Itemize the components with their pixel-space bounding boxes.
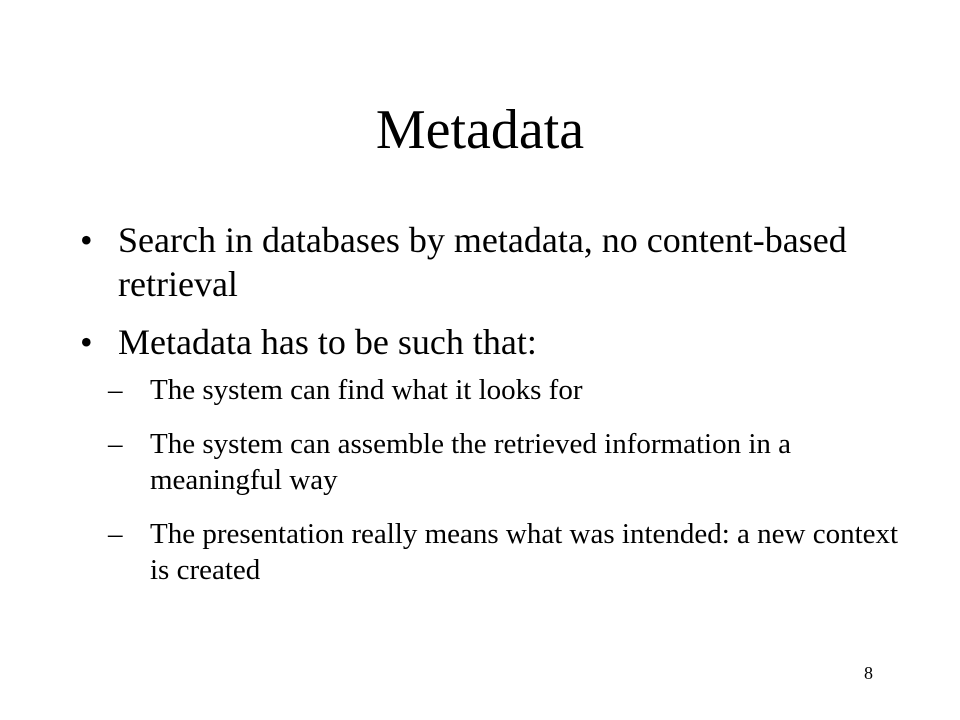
page-number: 8 <box>864 663 873 683</box>
sub-bullet-item <box>108 516 900 588</box>
sub-bullet-item <box>108 426 900 498</box>
bullet-list <box>80 218 900 606</box>
bullet-marker: • <box>80 220 93 260</box>
dash-marker: – <box>108 374 123 406</box>
sub-bullet-list <box>108 372 900 588</box>
bullet-text: Metadata has to be such that: <box>118 322 537 362</box>
sub-bullet-text: The system can assemble the retrieved information in a meaningful way <box>150 428 792 496</box>
dash-marker: – <box>108 518 123 550</box>
slide-title: Metadata <box>375 99 585 161</box>
bullet-marker: • <box>80 322 93 362</box>
bullet-text: Search in databases by metadata, no content-based retrieval <box>118 220 847 304</box>
sub-bullet-text: The presentation really means what was intended: a new context is created <box>150 518 899 586</box>
bullet-item <box>80 320 900 588</box>
bullet-item <box>80 218 900 306</box>
sub-bullet-text: The system can find what it looks for <box>150 374 583 406</box>
sub-bullet-item <box>108 372 900 408</box>
dash-marker: – <box>108 428 123 460</box>
